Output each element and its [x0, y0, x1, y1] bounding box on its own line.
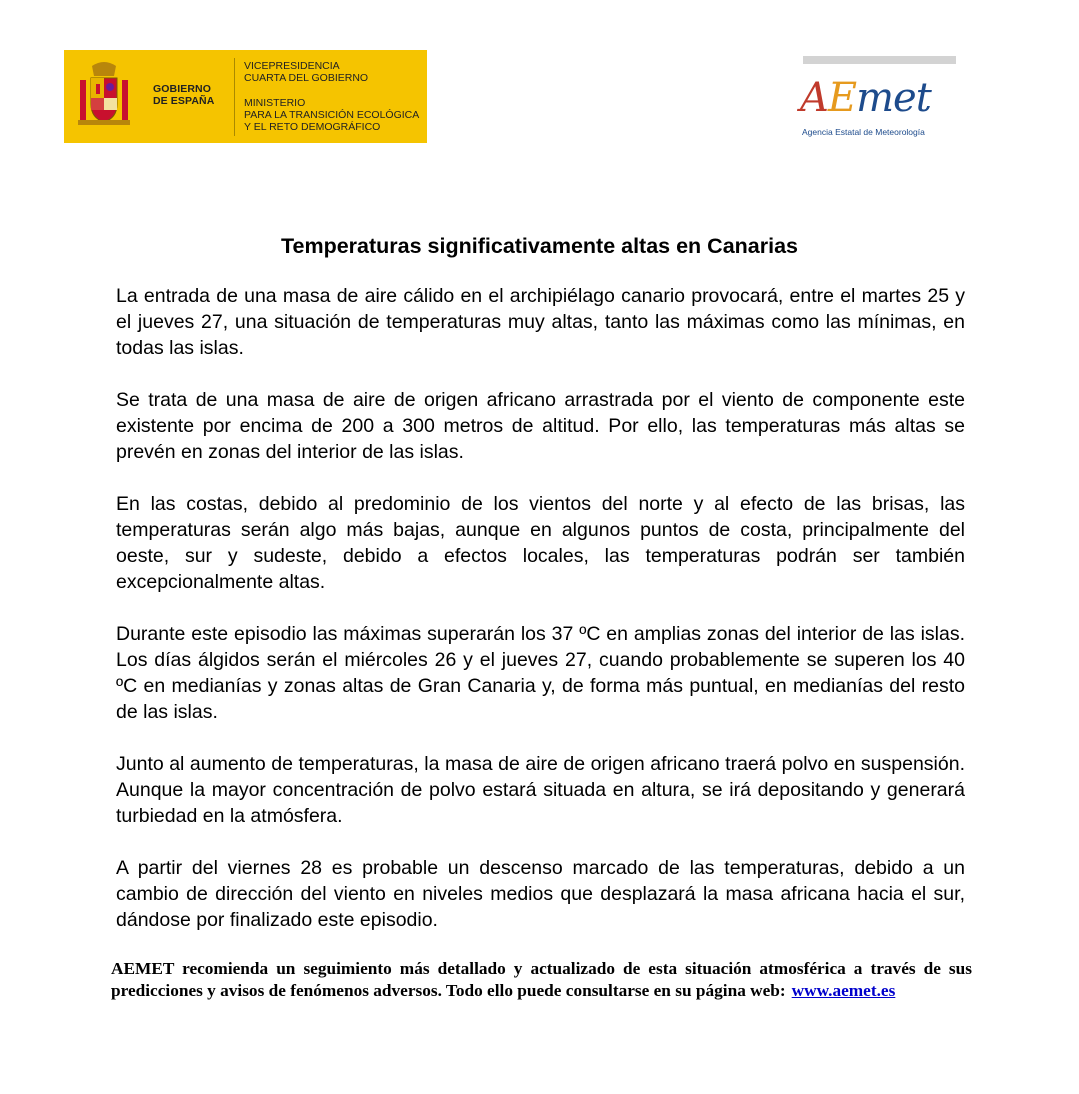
coat-of-arms-icon [78, 60, 130, 132]
ministry-line2: PARA LA TRANSICIÓN ECOLÓGICA [244, 109, 420, 121]
paragraph-2: Se trata de una masa de aire de origen africano arrastrada por el viento de componente este existente por encima de 200 a 300 metros de altitud. Por ello, las temperaturas más altas se prevén en zonas del interior de las islas. [116, 389, 965, 463]
ministerio-label [244, 97, 419, 133]
ministry-line1: MINISTERIO [244, 97, 306, 109]
paragraph-5: Junto al aumento de temperaturas, la masa de aire de origen africano traerá polvo en suspensión. Aunque la mayor concentración de polvo estará situada en altura, se irá depositando y generará turbiedad en la atmósfera. [116, 753, 965, 827]
document-body [116, 283, 965, 959]
vicepresidencia-label [244, 60, 368, 84]
gov-name-line2: DE ESPAÑA [153, 95, 215, 107]
aemet-subtitle: Agencia Estatal de Meteorología [802, 127, 925, 137]
paragraph-3: En las costas, debido al predominio de los vientos del norte y al efecto de las brisas, las temperaturas serán algo más bajas, aunque en algunos puntos de costa, principalmente del oeste, sur y sudeste, debido a efectos locales, las temperaturas podrán ser también excepcionalmente altas. [116, 493, 965, 593]
aemet-wordmark-a: A [800, 75, 828, 121]
ministry-line3: Y EL RETO DEMOGRÁFICO [244, 121, 381, 133]
aemet-website-link[interactable]: www.aemet.es [791, 981, 896, 1000]
paragraph-4: Durante este episodio las máximas superarán los 37 ºC en amplias zonas del interior de las islas. Los días álgidos serán el miércoles 26 y el jueves 27, cuando probablemente se superen los 40 ºC en medianías y zonas altas de Gran Canaria y, de forma más puntual, en medianías del resto de las islas. [116, 623, 965, 723]
document-title: Temperaturas significativamente altas en Canarias [280, 234, 798, 258]
gobierno-de-espana-logo [64, 50, 427, 143]
paragraph-1: La entrada de una masa de aire cálido en el archipiélago canario provocará, entre el martes 25 y el jueves 27, una situación de temperaturas muy altas, tanto las máximas como las mínimas, en todas las islas. [116, 285, 965, 359]
vice-line2: CUARTA DEL GOBIERNO [244, 72, 369, 84]
aemet-header-bar [803, 56, 956, 64]
vice-line1: VICEPRESIDENCIA [244, 60, 340, 72]
gov-name-line1: GOBIERNO [153, 83, 211, 95]
recommendation-note [111, 958, 972, 1002]
aemet-wordmark-rest: met [856, 75, 931, 121]
paragraph-6: A partir del viernes 28 es probable un descenso marcado de las temperaturas, debido a un cambio de dirección del viento en niveles medios que desplazará la masa africana hacia el sur, dándose por finalizado este episodio. [116, 857, 965, 931]
logo-divider [234, 58, 235, 136]
aemet-wordmark-e: E [827, 75, 857, 121]
gobierno-de-espana-label [153, 83, 214, 107]
aemet-logo [800, 76, 931, 120]
recommendation-text: AEMET recomienda un seguimiento más detallado y actualizado de esta situación atmosférica a través de sus predicciones y avisos de fenómenos adversos. Todo ello puede consultarse en su página web: [111, 959, 972, 1000]
